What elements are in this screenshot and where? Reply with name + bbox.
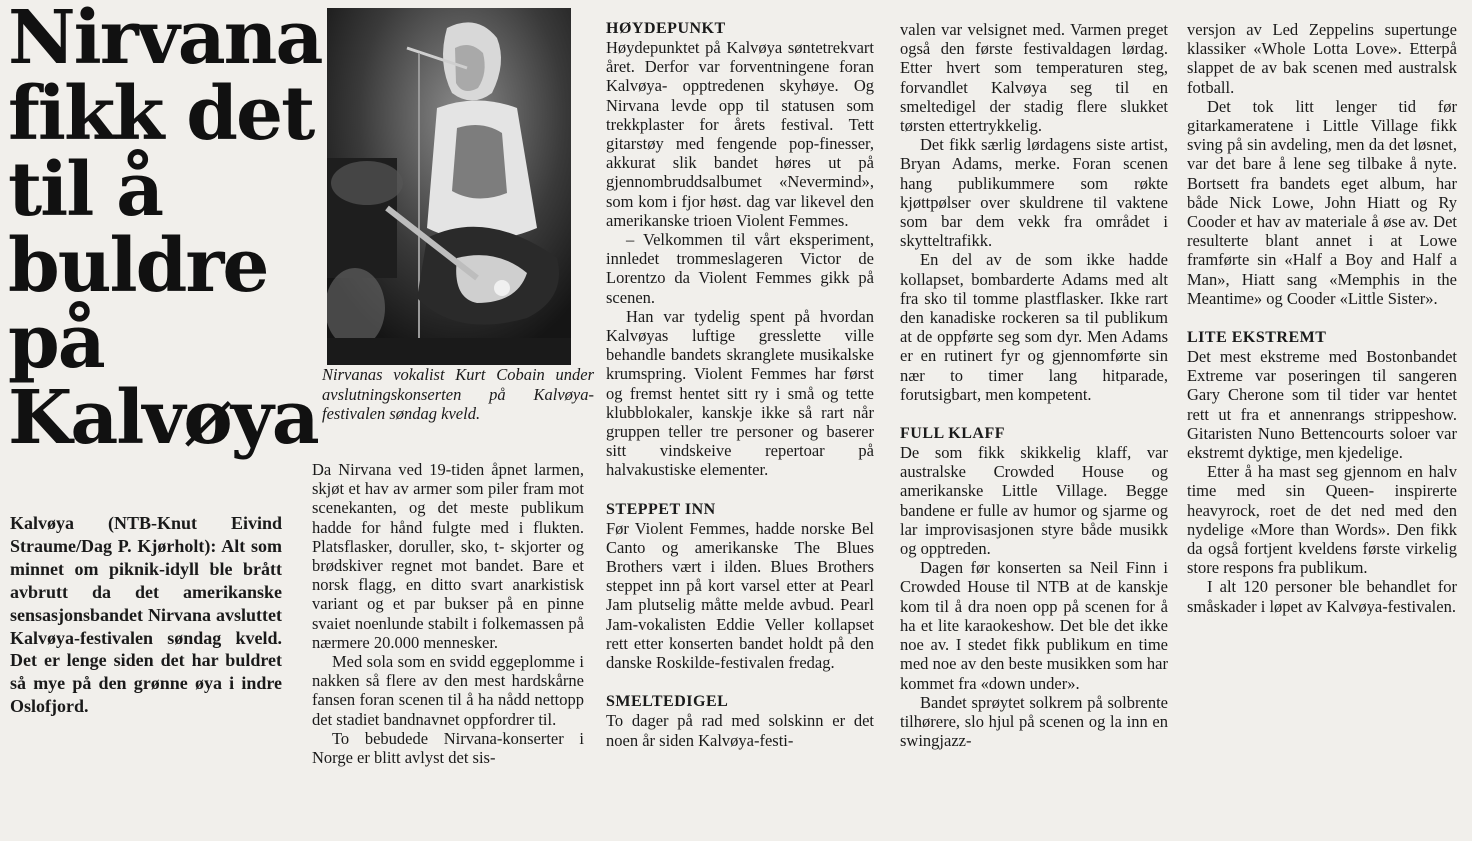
headline-line: Kalvøya bbox=[8, 375, 318, 461]
column-3 bbox=[900, 20, 1168, 750]
body-paragraph: De som fikk skikkelig klaff, var australske Crowded House og amerikanske Little Village. Begge bandene er fulle av humor og sjarme og lar improvisasjonen styre både musikk og opptreden. bbox=[900, 443, 1168, 559]
headline-line: på bbox=[8, 299, 104, 385]
body-paragraph: versjon av Led Zeppelins supertunge klassiker «Whole Lotta Love». Etterpå slappet de av bak scenen med australsk fotball. bbox=[1187, 20, 1457, 97]
section-heading: HØYDEPUNKT bbox=[606, 20, 726, 37]
headline-line: buldre bbox=[8, 223, 268, 309]
body-paragraph: Bandet sprøytet solkrem på solbrente tilhørere, slo hjul på scenen og la inn en swingjazz- bbox=[900, 692, 1168, 751]
section-heading: LITE EKSTREMT bbox=[1187, 329, 1327, 347]
body-paragraph: En del av de som ikke hadde kollapset, bombarderte Adams med alt fra sko til tomme plastflasker. Ikke rart den kanadiske rockeren sa til publikum at de oppførte seg som dyr. Men Adams er en rutinert fyr og gjennomførte sin nær to timer lang hitparade, forutsigbart, men kompetent. bbox=[900, 250, 1168, 404]
body-paragraph: I alt 120 personer ble behandlet for småskader i løpet av Kalvøya-festivalen. bbox=[1187, 577, 1457, 616]
body-paragraph: Det fikk særlig lørdagens siste artist, Bryan Adams, merke. Foran scenen hang publikummere som røkte kjøttpølser over skuldrene til vaktene som bar dem vekk fra området i skytteltrafikk. bbox=[900, 135, 1168, 251]
body-paragraph: Høydepunktet på Kalvøya søntetrekvart året. Derfor var forventningene foran Kalvøya- opptredenen skyhøye. Og Nirvana levde opp til statusen som trekkplaster for årets festival. Tett gitarstøy med fengende pop-finesser, akkurat slik bandet høres ut på gjennombruddsalbumet «Nevermind», som kom i fjor høst. dag var likevel den amerikanske trioen Violent Femmes. bbox=[606, 38, 874, 230]
concert-photo-illustration bbox=[327, 8, 571, 365]
headline bbox=[8, 0, 322, 461]
column-2 bbox=[606, 19, 874, 750]
body-paragraph: Det tok litt lenger tid før gitarkameratene i Little Village fikk sving på sin avdeling, men da det løsnet, var det bare å lene seg tilbake å nyte. Bortsett fra bandets eget album, har både Nick Lowe, John Hiatt og Ry Cooder et hav av materiale å øse av. Det resulterte blant annet i at Lowe framførte sin «Half a Boy and Half a Man», Hiatt sang «Memphis in the Meantime» og Cooder «Little Sister». bbox=[1187, 96, 1457, 308]
body-paragraph: Det mest ekstreme med Bostonbandet Extreme var poseringen til sangeren Gary Cherone som til tider var hentet rett ut fra et annenrangs strippeshow. Gitaristen Nuno Bettencourts soloer var ekstremt dyktige, men kjedelige. bbox=[1187, 347, 1457, 463]
headline-line: Nirvana bbox=[8, 0, 322, 81]
column-1 bbox=[312, 460, 584, 767]
body-paragraph: To dager på rad med solskinn er det noen år siden Kalvøya-festi- bbox=[606, 711, 874, 750]
headline-line: fikk det bbox=[8, 71, 314, 157]
body-paragraph: Med sola som en svidd eggeplomme i nakken så flere av den mest hardskårne fansen foran scenen til å ha nådd nettopp det stadiet bandnavnet oppfordrer til. bbox=[312, 652, 584, 729]
section-heading: STEPPET INN bbox=[606, 500, 716, 518]
body-paragraph: Etter å ha mast seg gjennom en halv time med sin Queen- inspirerte heavyrock, roet de det ned med den nydelige «More than Words». Den fikk da også fortjent kveldens første virkelig store respons fra publikum. bbox=[1187, 462, 1457, 578]
section-heading: FULL KLAFF bbox=[900, 425, 1006, 443]
lead-paragraph: Kalvøya (NTB-Knut Eivind Straume/Dag P. Kjørholt): Alt som minnet om piknik-idyll ble brått avbrutt da det amerikanske sensasjonsbandet Nirvana avsluttet Kalvøya-festivalen søndag kveld. Det er lenge siden det har buldret så mye på den grønne øya i indre Oslofjord. bbox=[10, 513, 282, 717]
photo-caption: Nirvanas vokalist Kurt Cobain under avslutningskonserten på Kalvøya-festivalen søndag kveld. bbox=[322, 365, 594, 423]
body-paragraph: Før Violent Femmes, hadde norske Bel Canto og amerikanske The Blues Brothers vært i ilden. Blues Brothers steppet inn på kort varsel etter at Pearl Jam plutselig måtte melde avbud. Pearl Jam-vokalisten Eddie Veller kollapset rett etter konserten bandet holdt på den danske Roskilde-festivalen fredag. bbox=[606, 518, 874, 673]
body-paragraph: – Velkommen til vårt eksperiment, innledet trommeslageren Victor de Lorentzo da Violent Femmes gikk på scenen. bbox=[606, 230, 874, 307]
body-paragraph: Dagen før konserten sa Neil Finn i Crowded House til NTB at de kanskje kom til å dra noen opp på scenen for å ha et lite karaokeshow. Det ble det ikke noe av. I stedet fikk publikum en time med noe av den beste musikken som har kommet fra «down under». bbox=[900, 558, 1168, 693]
body-paragraph: Han var tydelig spent på hvordan Kalvøyas luftige gresslette ville behandle bandets skranglete musikalske krumspring. Violent Femmes har først og fremst hentet sitt ry i små og tette klubblokaler, kanskje ikke så rart når gruppen teller tre personer og baserer sitt vindskeive repertoar på halvakustiske elementer. bbox=[606, 306, 874, 480]
body-paragraph: To bebudede Nirvana-konserter i Norge er blitt avlyst det sis- bbox=[312, 728, 584, 768]
section-heading: SMELTEDIGEL bbox=[606, 693, 729, 711]
body-paragraph: Da Nirvana ved 19-tiden åpnet larmen, skjøt et hav av armer som piler fram mot scenekanten, og det meste publikum hadde for hånd fulgte med i flukten. Platsflasker, doruller, sko, t- skjorter og brødskiver regnet mot bandet. Bare et norsk flagg, en ditto svart anarkistisk variant og et par bukser på en pinne svaiet noenlunde stabilt i folkemassen på nærmere 20.000 mennesker. bbox=[312, 460, 584, 652]
column-4 bbox=[1187, 20, 1457, 616]
body-paragraph: valen var velsignet med. Varmen preget også den første festivaldagen lørdag. Etter hvert som temperaturen steg, forvandlet Kalvøya seg til en smeltedigel der stadig flere slukket tørsten ettertrykkelig. bbox=[900, 20, 1168, 136]
headline-line: til å bbox=[8, 147, 163, 233]
concert-photo bbox=[327, 8, 571, 365]
